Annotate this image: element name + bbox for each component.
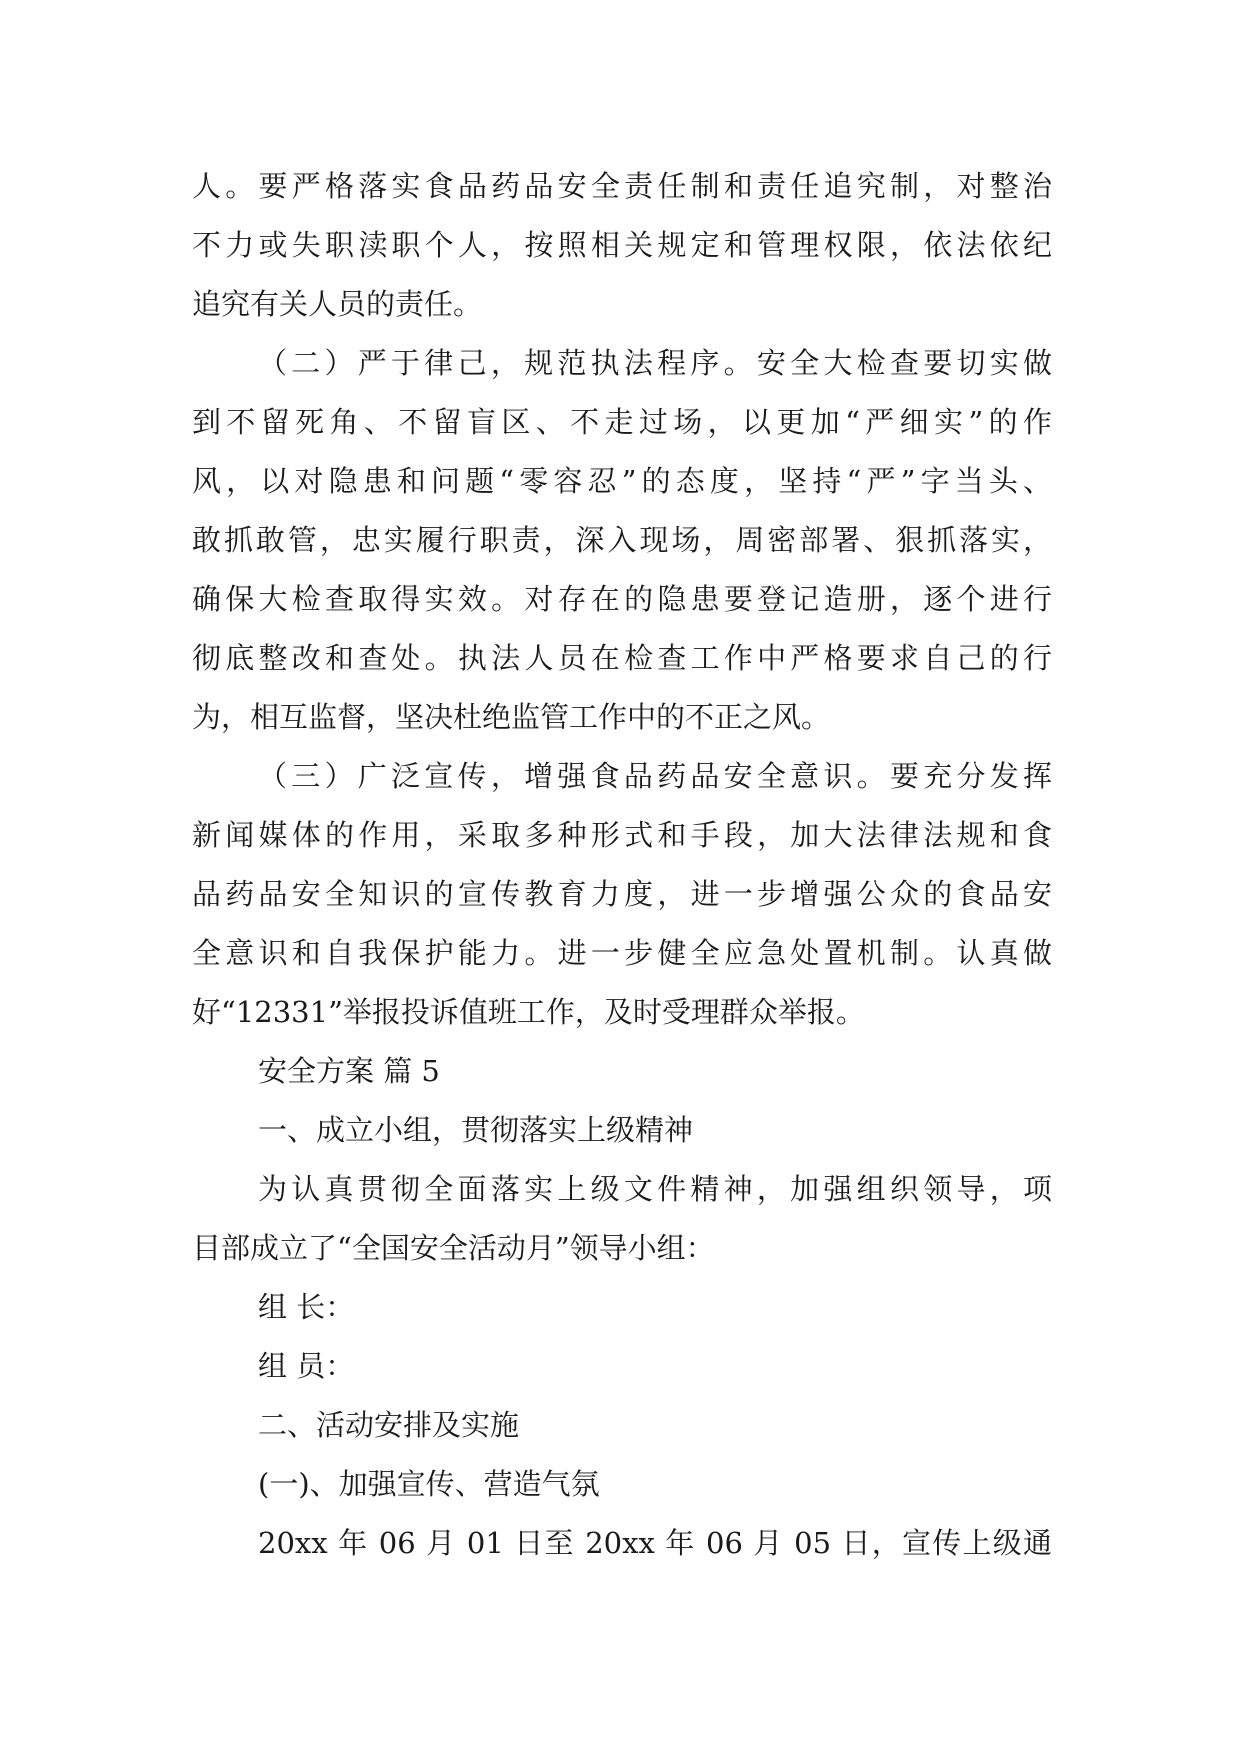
- text-line: 追究有关人员的责任。: [192, 287, 483, 321]
- text-line: 人。要严格落实食品药品安全责任制和责任追究制，对整治: [192, 169, 1052, 203]
- text-line: 为认真贯彻全面落实上级文件精神，加强组织领导，项: [258, 1172, 1052, 1206]
- text-line: 二、活动安排及实施: [258, 1408, 520, 1442]
- text-line: 目部成立了“全国安全活动月”领导小组：: [192, 1231, 715, 1265]
- text-line: 组 长：: [258, 1290, 355, 1324]
- text-line: 到不留死角、不留盲区、不走过场，以更加“严细实”的作: [192, 405, 1052, 439]
- text-line: 确保大检查取得实效。对存在的隐患要登记造册，逐个进行: [192, 582, 1052, 616]
- text-line: 彻底整改和查处。执法人员在检查工作中严格要求自己的行: [192, 641, 1052, 675]
- section-heading: 安全方案 篇 5: [258, 1054, 440, 1088]
- text-line: (一)、加强宣传、营造气氛: [258, 1467, 600, 1501]
- text-line: 组 员：: [258, 1349, 355, 1383]
- text-line: （三）广泛宣传，增强食品药品安全意识。要充分发挥: [258, 759, 1052, 793]
- text-line: 一、成立小组，贯彻落实上级精神: [258, 1113, 694, 1147]
- text-line: 20xx 年 06 月 01 日至 20xx 年 06 月 05 日，宣传上级通: [258, 1526, 1052, 1560]
- text-line: 风，以对隐患和问题“零容忍”的态度，坚持“严”字当头、: [192, 464, 1052, 498]
- text-line: 新闻媒体的作用，采取多种形式和手段，加大法律法规和食: [192, 818, 1052, 852]
- text-line: 敢抓敢管，忠实履行职责，深入现场，周密部署、狠抓落实，: [192, 523, 1052, 557]
- text-line: 好“12331”举报投诉值班工作，及时受理群众举报。: [192, 995, 865, 1029]
- text-line: 品药品安全知识的宣传教育力度，进一步增强公众的食品安: [192, 877, 1052, 911]
- text-line: 全意识和自我保护能力。进一步健全应急处置机制。认真做: [192, 936, 1052, 970]
- text-line: 不力或失职渎职个人，按照相关规定和管理权限，依法依纪: [192, 228, 1052, 262]
- text-line: 为，相互监督，坚决杜绝监管工作中的不正之风。: [192, 700, 831, 734]
- text-line: （二）严于律己，规范执法程序。安全大检查要切实做: [258, 346, 1052, 380]
